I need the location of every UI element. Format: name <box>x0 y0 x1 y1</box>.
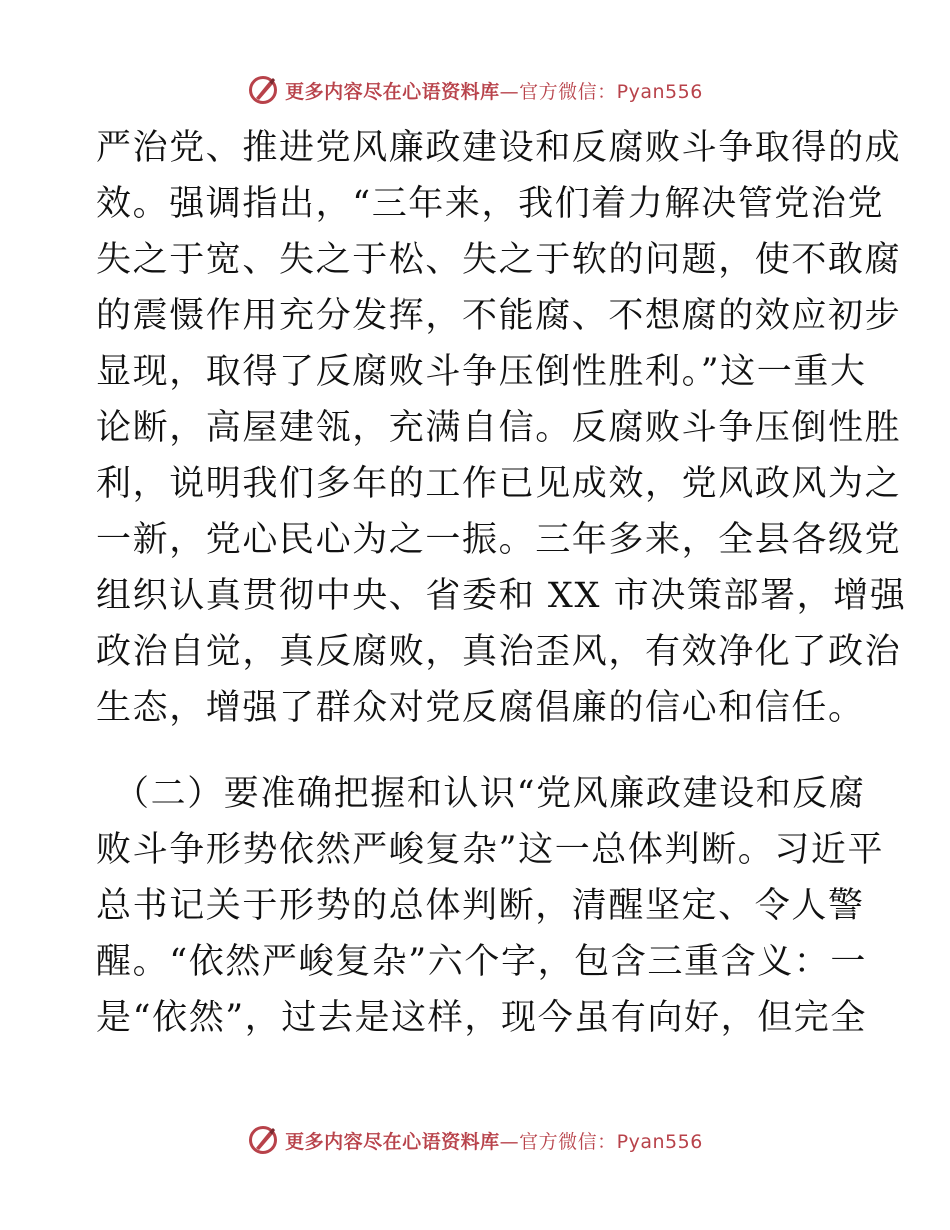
section-heading-line: （二）要准确把握和认识“党风廉政建设和反腐 <box>114 774 866 814</box>
text-line: 的震慑作用充分发挥，不能腐、不想腐的效应初步 <box>96 296 902 336</box>
text-line: 生态，增强了群众对党反腐倡廉的信心和信任。 <box>96 688 865 728</box>
text-line: 论断，高屋建瓴，充满自信。反腐败斗争压倒性胜 <box>96 408 902 448</box>
text-line: 总书记关于形势的总体判断，清醒坚定、令人警 <box>96 886 865 926</box>
pen-circle-logo-icon <box>247 74 279 106</box>
watermark-text: 更多内容尽在心语资料库—官方微信：Pyan556 <box>285 1130 703 1153</box>
text-line: 一新，党心民心为之一振。三年多来，全县各级党 <box>96 520 902 560</box>
watermark-text: 更多内容尽在心语资料库—官方微信：Pyan556 <box>285 80 703 103</box>
paragraph <box>96 120 907 736</box>
footer-watermark <box>0 1120 950 1160</box>
header-watermark <box>0 70 950 110</box>
text-line: 失之于宽、失之于松、失之于软的问题，使不敢腐 <box>96 240 902 280</box>
text-line: 利，说明我们多年的工作已见成效，党风政风为之 <box>96 464 902 504</box>
text-line: 效。强调指出，“三年来，我们着力解决管党治党 <box>96 184 885 224</box>
text-line: 醒。“依然严峻复杂”六个字，包含三重含义：一 <box>96 942 867 982</box>
text-line: 组织认真贯彻中央、省委和 XX 市决策部署，增强 <box>96 576 907 616</box>
text-line: 败斗争形势依然严峻复杂”这一总体判断。习近平 <box>96 830 885 870</box>
pen-circle-logo-icon <box>247 1124 279 1156</box>
paragraph-gap <box>96 736 856 766</box>
text-line: 是“依然”，过去是这样，现今虽有向好，但完全 <box>96 998 867 1038</box>
text-line: 显现，取得了反腐败斗争压倒性胜利。”这一重大 <box>96 352 867 392</box>
text-line: 严治党、推进党风廉政建设和反腐败斗争取得的成 <box>96 128 902 168</box>
document-body <box>96 120 907 1046</box>
paragraph <box>96 766 885 1046</box>
text-line: 政治自觉，真反腐败，真治歪风，有效净化了政治 <box>96 632 902 672</box>
